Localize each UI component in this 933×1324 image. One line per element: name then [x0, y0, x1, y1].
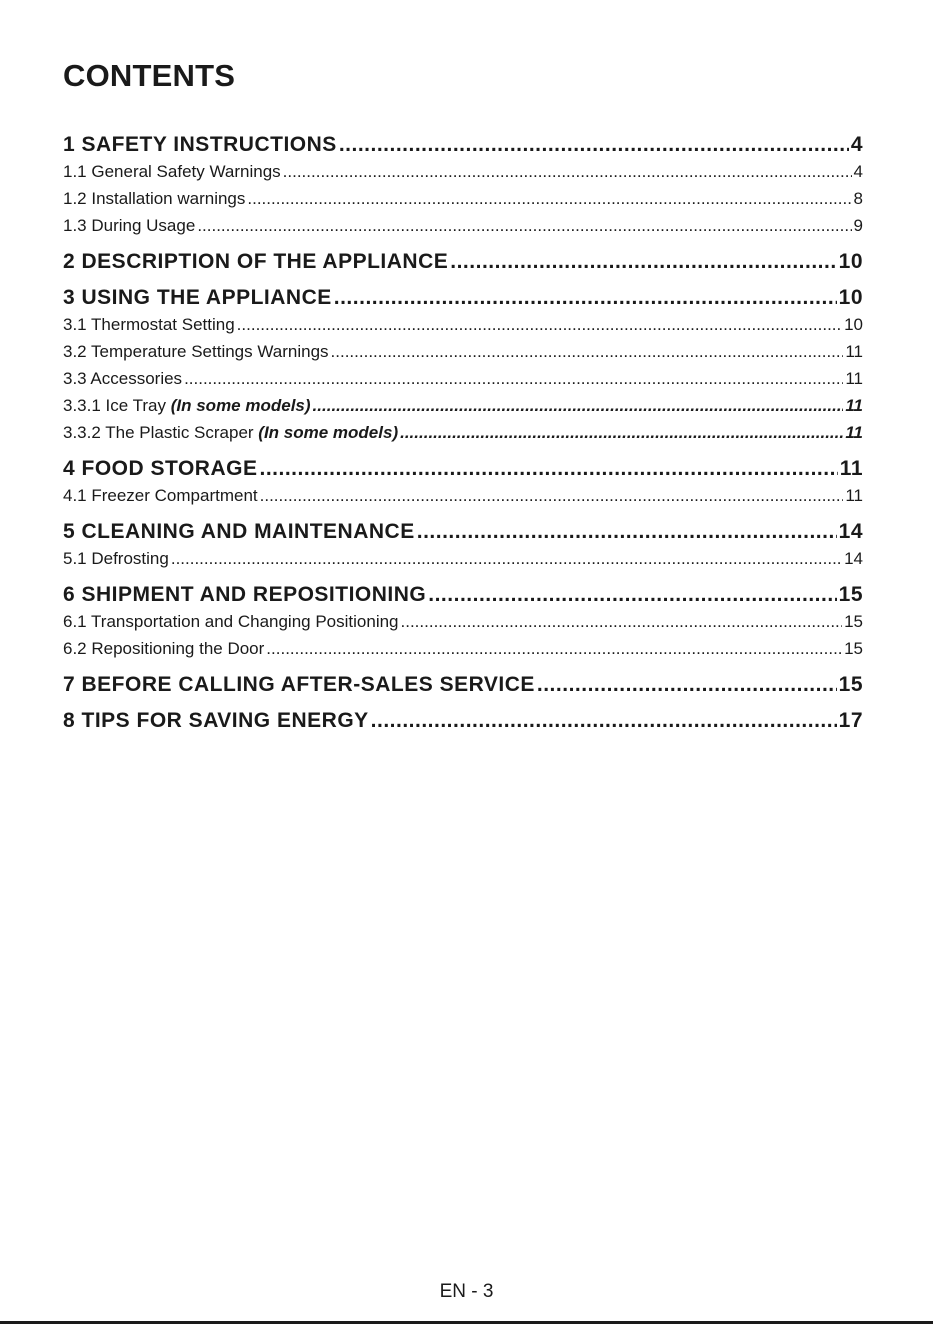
- toc-entry-label: 3 USING THE APPLIANCE: [63, 286, 332, 309]
- toc-entry-during-usage[interactable]: [63, 212, 863, 239]
- toc-entry-tips-for-saving-energy[interactable]: [63, 707, 863, 734]
- toc-page-number: 10: [844, 315, 863, 334]
- toc-entry-thermostat-setting[interactable]: [63, 311, 863, 338]
- toc-entry-freezer-compartment[interactable]: [63, 482, 863, 509]
- toc-entry-plastic-scraper[interactable]: [63, 419, 863, 446]
- toc-entry-label: 6.1 Transportation and Changing Positioning: [63, 612, 399, 631]
- toc-leader-dots: [259, 455, 837, 482]
- toc-entry-general-safety-warnings[interactable]: [63, 158, 863, 185]
- toc-entry-label: 3.2 Temperature Settings Warnings: [63, 342, 329, 361]
- toc-page-number: 9: [853, 216, 863, 235]
- toc-entry-shipment-and-repositioning[interactable]: [63, 581, 863, 608]
- toc-entry-title: 3.3.1 Ice Tray: [63, 396, 166, 415]
- toc-entry-note: (In some models): [258, 423, 399, 442]
- toc-leader-dots: [247, 185, 851, 212]
- toc-entry-title: 3.3.2 The Plastic Scraper: [63, 423, 254, 442]
- toc-entry-label: 2 DESCRIPTION OF THE APPLIANCE: [63, 250, 449, 273]
- toc-entry-label: 3.1 Thermostat Setting: [63, 315, 235, 334]
- toc-page-number: 15: [838, 673, 863, 696]
- toc-entry-description-of-the-appliance[interactable]: [63, 248, 863, 275]
- toc-leader-dots: [450, 248, 836, 275]
- toc-entry-label: 1.1 General Safety Warnings: [63, 162, 281, 181]
- toc-leader-dots: [171, 545, 842, 572]
- toc-leader-dots: [339, 131, 849, 158]
- toc-entry-using-the-appliance[interactable]: [63, 284, 863, 311]
- toc-page-number: 10: [838, 250, 863, 273]
- toc-entry-label: 1.2 Installation warnings: [63, 189, 246, 208]
- toc-page-number: 4: [853, 162, 863, 181]
- toc-entry-before-calling-after-sales-service[interactable]: [63, 671, 863, 698]
- toc-entry-label: 3.3 Accessories: [63, 369, 183, 388]
- toc-leader-dots: [331, 338, 844, 365]
- toc-page-number: 11: [845, 342, 863, 361]
- toc-entry-accessories[interactable]: [63, 365, 863, 392]
- toc-page-number: 10: [838, 286, 863, 309]
- toc-entry-label: 5 CLEANING AND MAINTENANCE: [63, 520, 415, 543]
- toc-leader-dots: [401, 608, 843, 635]
- toc-entry-label: 8 TIPS FOR SAVING ENERGY: [63, 709, 369, 732]
- toc-page-number: 14: [844, 549, 863, 568]
- toc-leader-dots: [283, 158, 852, 185]
- toc-entry-label: 4 FOOD STORAGE: [63, 457, 258, 480]
- toc-page-number: 15: [844, 612, 863, 631]
- toc-entry-label: 6.2 Repositioning the Door: [63, 639, 265, 658]
- toc-entry-label: [63, 392, 311, 419]
- toc-page-number: 11: [845, 423, 863, 442]
- toc-entry-repositioning-the-door[interactable]: [63, 635, 863, 662]
- toc-page-number: 15: [844, 639, 863, 658]
- toc-entry-label: 1 SAFETY INSTRUCTIONS: [63, 133, 337, 156]
- toc-entry-label: [63, 419, 398, 446]
- toc-leader-dots: [313, 392, 844, 419]
- toc-leader-dots: [371, 707, 837, 734]
- toc-page-number: 17: [838, 709, 863, 732]
- toc-entry-label: 4.1 Freezer Compartment: [63, 486, 258, 505]
- toc-leader-dots: [400, 419, 843, 446]
- toc-leader-dots: [428, 581, 836, 608]
- toc-entry-label: 1.3 During Usage: [63, 216, 196, 235]
- toc-entry-label: 6 SHIPMENT AND REPOSITIONING: [63, 583, 427, 606]
- toc-page-number: 11: [845, 396, 863, 415]
- table-of-contents: [63, 131, 863, 734]
- toc-entry-ice-tray[interactable]: [63, 392, 863, 419]
- toc-page-number: 8: [853, 189, 863, 208]
- toc-leader-dots: [334, 284, 837, 311]
- toc-page-number: 15: [838, 583, 863, 606]
- toc-page-number: 11: [845, 486, 863, 505]
- toc-leader-dots: [184, 365, 843, 392]
- toc-entry-label: 7 BEFORE CALLING AFTER-SALES SERVICE: [63, 673, 535, 696]
- toc-page-number: 11: [839, 457, 863, 480]
- toc-leader-dots: [417, 518, 837, 545]
- toc-leader-dots: [260, 482, 844, 509]
- toc-leader-dots: [266, 635, 842, 662]
- toc-leader-dots: [197, 212, 851, 239]
- toc-entry-defrosting[interactable]: [63, 545, 863, 572]
- toc-leader-dots: [537, 671, 837, 698]
- toc-entry-note: (In some models): [170, 396, 311, 415]
- toc-page-number: 11: [845, 369, 863, 388]
- toc-entry-transportation-and-changing-positioning[interactable]: [63, 608, 863, 635]
- toc-entry-temperature-settings-warnings[interactable]: [63, 338, 863, 365]
- page-number-footer: EN - 3: [439, 1281, 494, 1302]
- toc-entry-food-storage[interactable]: [63, 455, 863, 482]
- toc-leader-dots: [237, 311, 842, 338]
- toc-page-number: 14: [838, 520, 863, 543]
- page-title: CONTENTS: [63, 58, 236, 93]
- toc-entry-safety-instructions[interactable]: [63, 131, 863, 158]
- toc-page-number: 4: [850, 133, 863, 156]
- toc-entry-installation-warnings[interactable]: [63, 185, 863, 212]
- toc-entry-label: 5.1 Defrosting: [63, 549, 169, 568]
- toc-entry-cleaning-and-maintenance[interactable]: [63, 518, 863, 545]
